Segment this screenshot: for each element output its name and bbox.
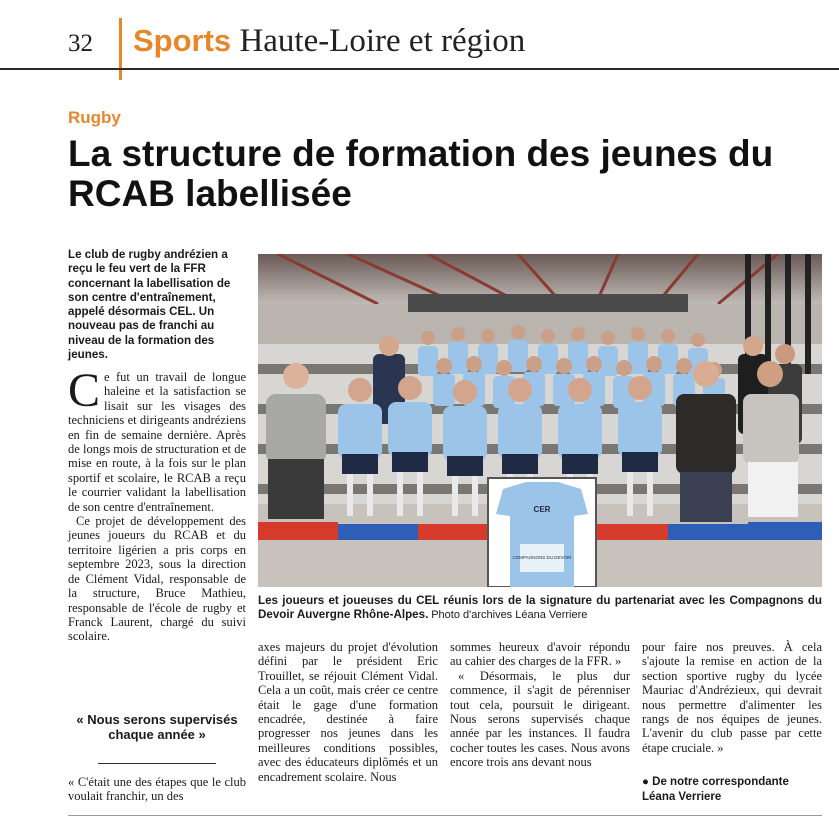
page-number: 32: [68, 30, 93, 57]
body-column-1-continued: « C'était une des étapes que le club voulait franchir, un des: [68, 775, 246, 804]
pull-quote-rule: [98, 763, 216, 764]
article-headline: La structure de formation des jeunes du RCAB labellisée: [68, 133, 774, 214]
header-divider: [119, 18, 122, 80]
team-photo-illustration: [258, 254, 822, 587]
section-region: Haute-Loire et région: [239, 23, 526, 59]
article-kicker: Rugby: [68, 108, 121, 127]
byline-line-1: [642, 775, 822, 790]
body-column-3: [450, 640, 630, 770]
body-column-4: pour faire nos preuves. À cela s'ajoute la remise en action de la section sportive rugby du lycée Mauriac d'Andrézieux, qui devrait nous permettre d'alimenter les rangs de nos équipes de jeunes. L'avenir du club passe par cette étape cruciale. »: [642, 640, 822, 755]
body-column-1: [68, 364, 246, 644]
photo-caption: [258, 594, 822, 622]
byline-bullet-icon: ●: [642, 776, 653, 788]
pull-quote: « Nous serons supervisés chaque année »: [76, 712, 238, 742]
photo-credit: Photo d'archives Léana Verriere: [431, 609, 588, 621]
byline-author: Léana Verriere: [642, 790, 722, 803]
body-paragraph-1: [68, 364, 246, 514]
byline-role: De notre correspondante: [652, 776, 789, 788]
team-photo: [258, 254, 822, 587]
jersey-logo-text: COMPAGNONS DU DEVOIR: [512, 555, 572, 560]
byline: [642, 775, 822, 804]
jersey-sponsor-text: CER: [533, 505, 551, 514]
body-column-2: axes majeurs du projet d'évolution défini par le président Eric Trouillet, se réjouit Clément Vidal. Cela a un coût, mais créer ce centre était le gage d'une formation encadrée, destinée à faire progresser nos jeunes dans les meilleures conditions possibles, avec des éducateurs diplômés et un encadrement scolaire. Nous: [258, 640, 438, 784]
framed-jersey: [488, 478, 596, 587]
section-name: Sports: [133, 23, 232, 58]
body-paragraph-2: Ce projet de développement des jeunes joueurs du RCAB et du territoire ligérien a pris corps en septembre 2023, sous la direction de Clément Vidal, responsable de la structure, Bruce Mathieu, responsable de l'école de rugby et Franck Laurent, chargé du suivi scolaire.: [68, 514, 246, 644]
drop-cap: C: [68, 364, 101, 417]
article-lead: Le club de rugby andrézien a reçu le feu vert de la FFR concernant la labellisation de son centre d'entraînement, appelé désormais CEL. Un nouveau pas de franchi au niveau de la formation des jeunes.: [68, 248, 231, 362]
body-column-3-paragraph-2: « Désormais, le plus dur commence, il s'agit de pérenniser tout cela, poursuit le dirigeant. Nous serons supervisés chaque année par les instances. Il faudra cocher toutes les cases. Nous avons encore trois ans devant nous: [450, 668, 630, 770]
body-column-3-paragraph-1: sommes heureux d'avoir répondu au cahier des charges de la FFR. »: [450, 640, 630, 669]
header-rule: [0, 68, 839, 70]
bottom-rule: [68, 815, 822, 816]
section-header: [133, 23, 525, 60]
caption-text: Les joueurs et joueuses du CEL réunis lors de la signature du partenariat avec les Compagnons du Devoir Auvergne Rhône-Alpes.: [258, 594, 822, 621]
body-paragraph-1-text: e fut un travail de longue haleine et la satisfaction se lisait sur les visages des techniciens et dirigeants andréziens en fin de semaine dernière. Après de longs mois de structuration et de mise en route, à la fois sur le plan sportif et scolaire, le RCAB a reçu le courrier validant la labellisation de son centre d'entraînement.: [68, 370, 246, 514]
